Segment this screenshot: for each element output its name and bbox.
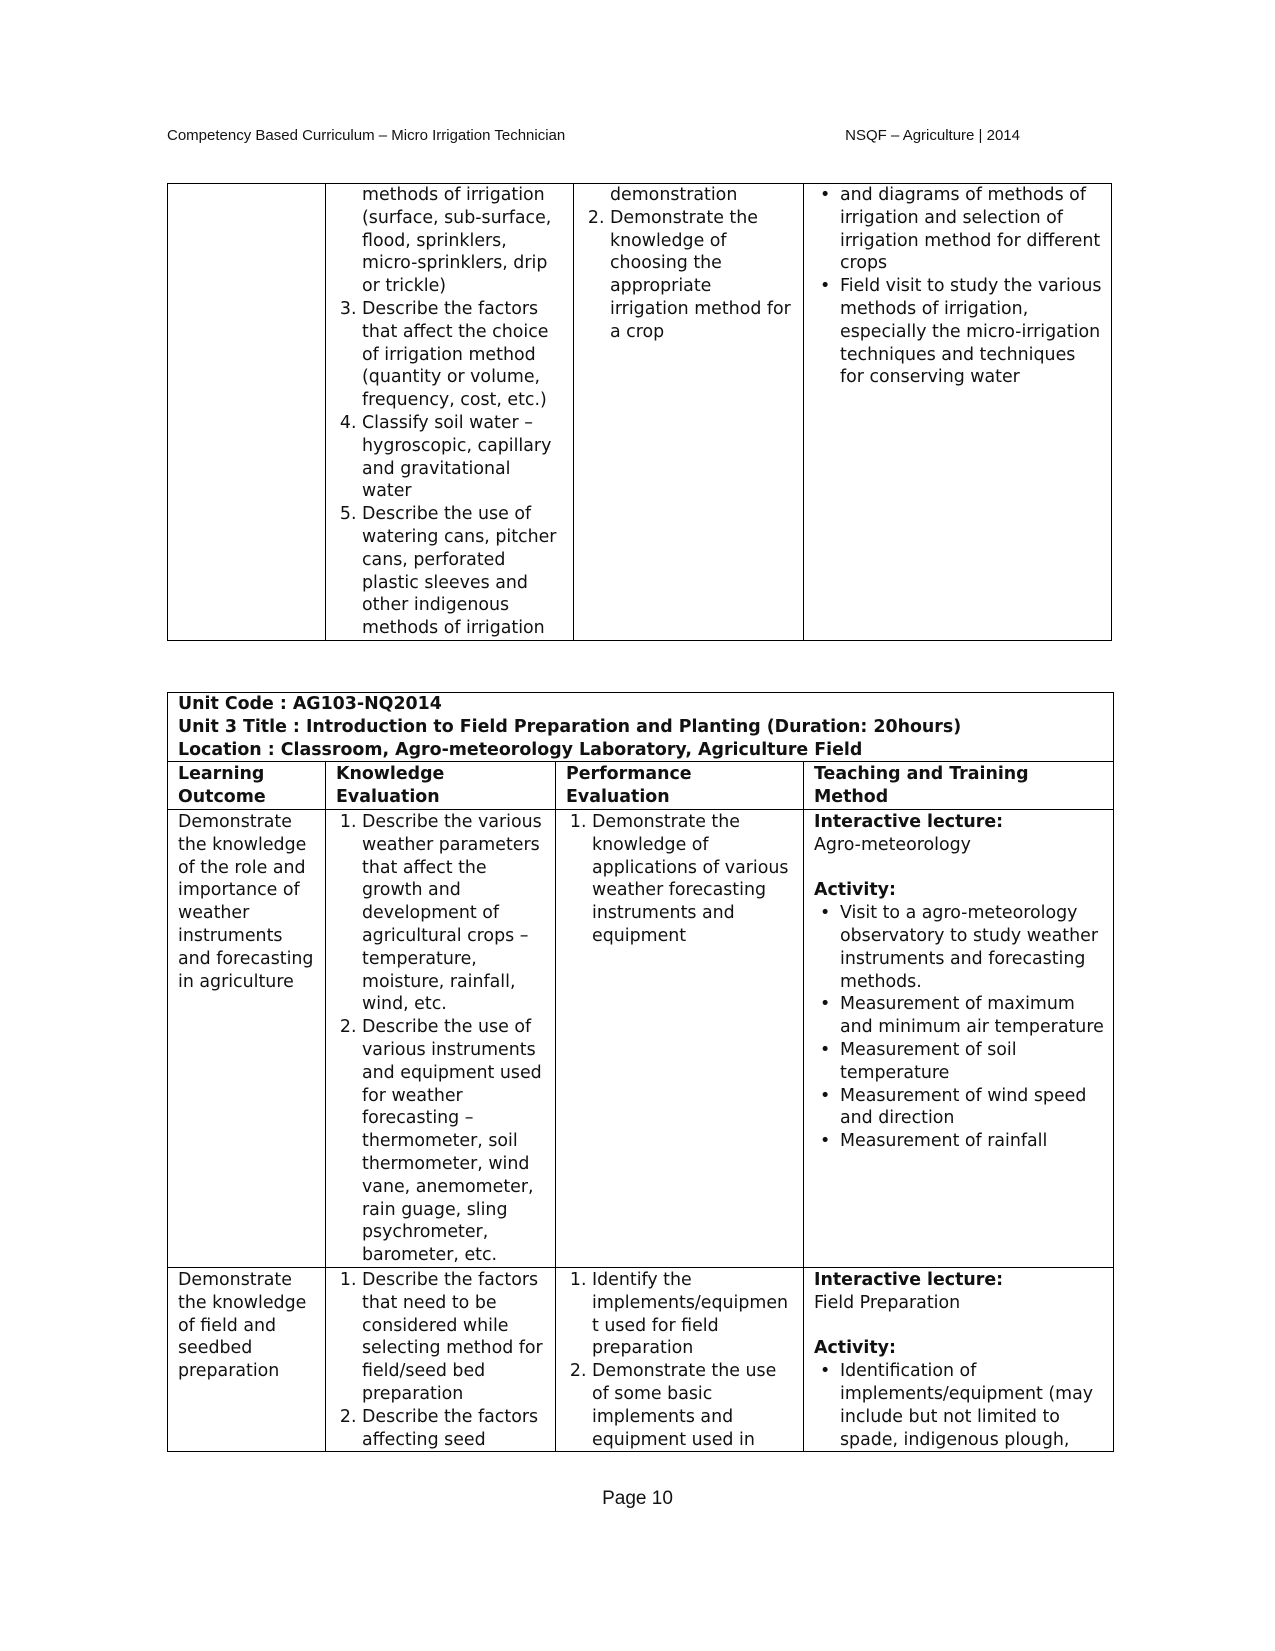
teaching-method-cell	[804, 184, 1112, 641]
list-item: 1. Identify the implements/equipmen t used for field preparation	[592, 1269, 795, 1360]
list-item: demonstration	[610, 185, 738, 205]
list-item: 1. Describe the factors that need to be considered while selecting method for field/seed bed preparation	[362, 1269, 547, 1406]
column-header: Performance Evaluation	[556, 762, 804, 810]
list-item: • Field visit to study the various methods of irrigation, especially the micro-irrigation techniques and techniques for conserving water	[840, 275, 1103, 389]
knowledge-evaluation-cell	[326, 809, 556, 1267]
list-item: • Measurement of maximum and minimum air temperature	[840, 993, 1105, 1039]
lecture-topic: Agro-meteorology	[814, 834, 971, 855]
list-item: • Identification of implements/equipment (may include but not limited to spade, indigenous plough,	[840, 1360, 1105, 1451]
list-item: 4. Classify soil water – hygroscopic, capillary and gravitational water	[362, 412, 565, 503]
unit-table	[167, 692, 1114, 1452]
list-item: • Visit to a agro-meteorology observatory to study weather instruments and forecasting methods.	[840, 902, 1105, 993]
unit-code: Unit Code : AG103-NQ2014	[178, 694, 442, 714]
page-number: Page 10	[602, 1488, 673, 1509]
spacer	[814, 857, 1105, 880]
list-item: 1. Demonstrate the knowledge of applications of various weather forecasting instruments and equipment	[592, 811, 795, 948]
running-header-left: Competency Based Curriculum – Micro Irrigation Technician	[167, 127, 566, 144]
learning-outcome-cell	[168, 184, 326, 641]
learning-outcome-cell: Demonstrate the knowledge of field and seedbed preparation	[168, 1267, 326, 1451]
unit-info-row	[168, 693, 1114, 762]
list-item: 3. Describe the factors that affect the choice of irrigation method (quantity or volume, frequency, cost, etc.)	[362, 298, 565, 412]
list-item: 2. Describe the factors affecting seed	[362, 1406, 547, 1452]
column-header-row	[168, 762, 1114, 810]
running-header-right: NSQF – Agriculture | 2014	[845, 127, 1020, 144]
list-item: • Measurement of wind speed and direction	[840, 1085, 1105, 1131]
learning-outcome-cell: Demonstrate the knowledge of the role and importance of weather instruments and forecasting in agriculture	[168, 809, 326, 1267]
teaching-method-cell	[804, 1267, 1114, 1451]
performance-evaluation-cell	[574, 184, 804, 641]
activity-label: Activity:	[814, 880, 896, 901]
table-row	[168, 809, 1114, 1267]
activity-label: Activity:	[814, 1338, 896, 1359]
lecture-label: Interactive lecture:	[814, 811, 1004, 832]
table-row	[168, 184, 1112, 641]
list-item: methods of irrigation (surface, sub-surface, flood, sprinklers, micro-sprinklers, drip or trickle)	[362, 185, 552, 297]
performance-evaluation-cell	[556, 809, 804, 1267]
knowledge-evaluation-cell	[326, 184, 574, 641]
column-header: Knowledge Evaluation	[326, 762, 556, 810]
spacer	[814, 1315, 1105, 1338]
knowledge-evaluation-cell	[326, 1267, 556, 1451]
column-header: Learning Outcome	[168, 762, 326, 810]
list-item: • Measurement of rainfall	[840, 1130, 1105, 1153]
lecture-label: Interactive lecture:	[814, 1269, 1004, 1290]
list-item: • Measurement of soil temperature	[840, 1039, 1105, 1085]
table-row	[168, 1267, 1114, 1451]
performance-evaluation-cell	[556, 1267, 804, 1451]
column-header: Teaching and Training Method	[804, 762, 1114, 810]
unit-location: Location : Classroom, Agro-meteorology Laboratory, Agriculture Field	[178, 739, 863, 760]
list-item: 5. Describe the use of watering cans, pitcher cans, perforated plastic sleeves and other indigenous methods of irrigation	[362, 503, 565, 640]
unit-title: Unit 3 Title : Introduction to Field Preparation and Planting (Duration: 20hours)	[178, 716, 962, 737]
continued-table	[167, 183, 1112, 641]
list-item: 2. Demonstrate the use of some basic implements and equipment used in	[592, 1360, 795, 1451]
list-item: 1. Describe the various weather parameters that affect the growth and development of agricultural crops – temperature, moisture, rainfall, wind, etc.	[362, 811, 547, 1016]
list-item: 2. Demonstrate the knowledge of choosing the appropriate irrigation method for a crop	[610, 207, 795, 344]
teaching-method-cell	[804, 809, 1114, 1267]
list-item: • and diagrams of methods of irrigation and selection of irrigation method for different crops	[840, 184, 1103, 275]
list-item: 2. Describe the use of various instruments and equipment used for weather forecasting – thermometer, soil thermometer, wind vane, anemometer, rain guage, sling psychrometer, barometer, etc.	[362, 1016, 547, 1267]
lecture-topic: Field Preparation	[814, 1292, 961, 1313]
